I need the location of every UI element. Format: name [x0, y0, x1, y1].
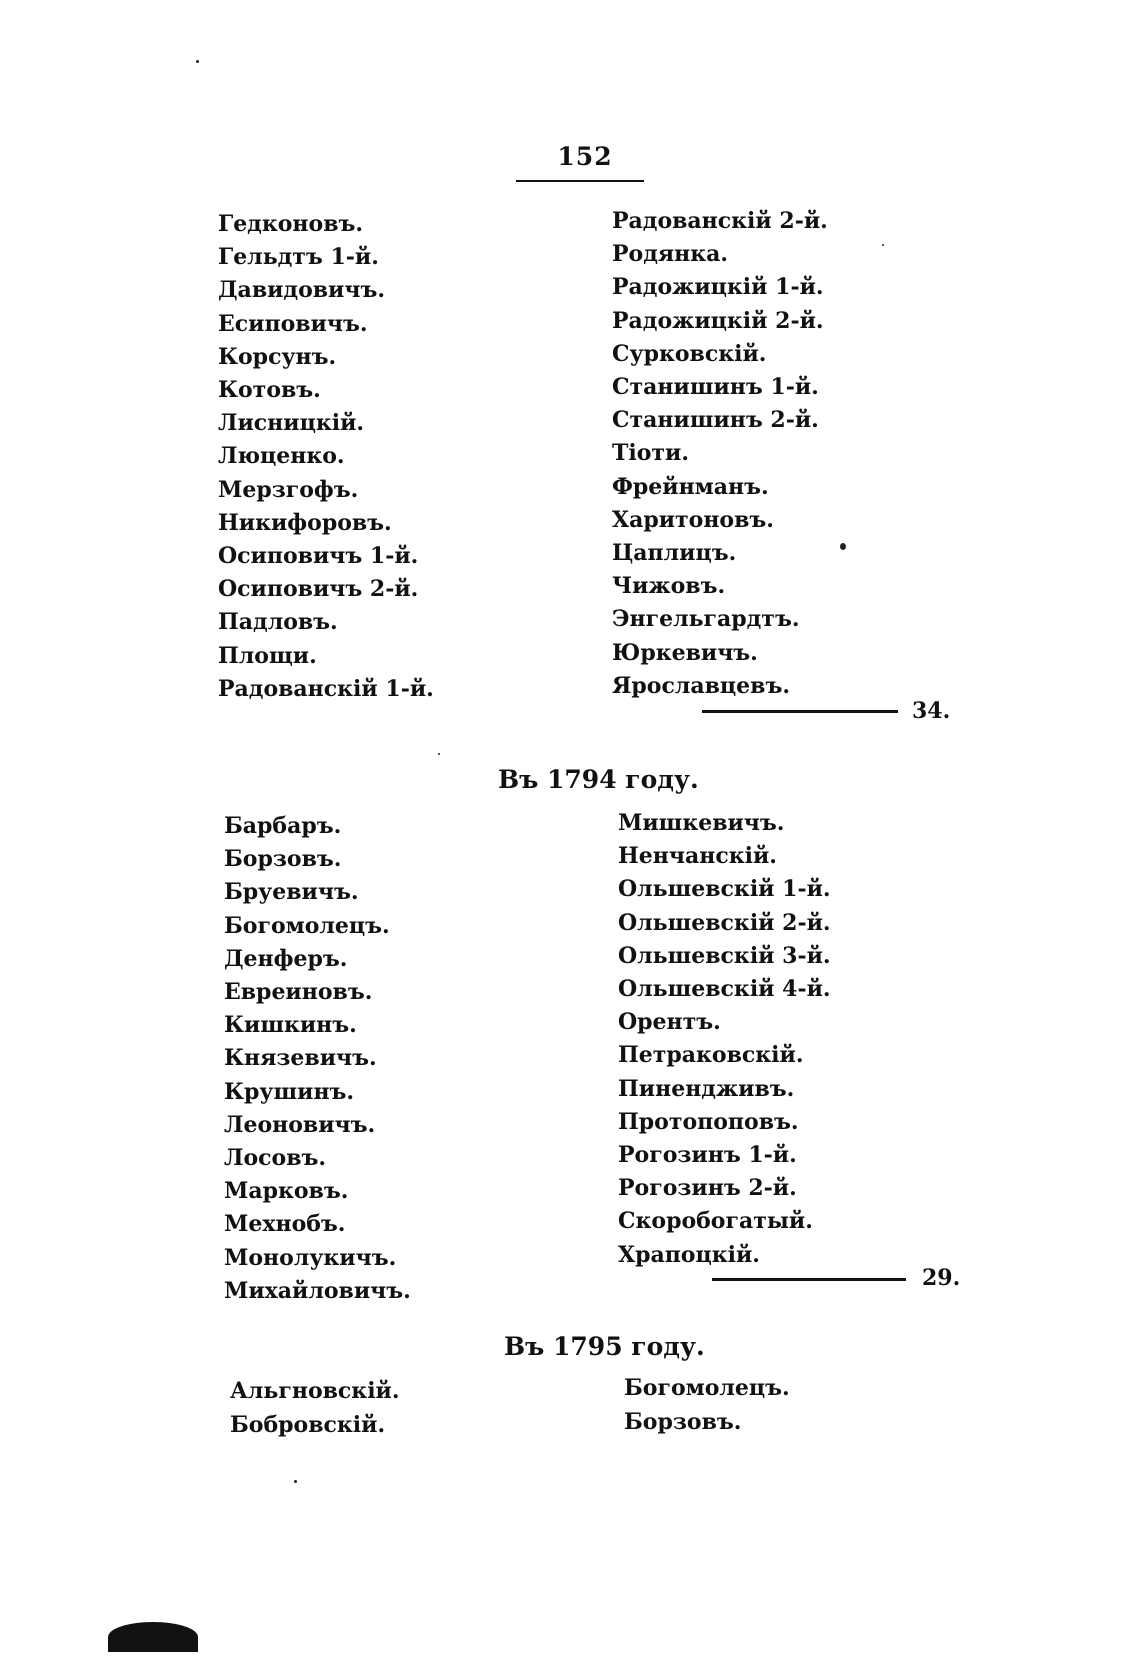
- list-1794-left: [224, 810, 411, 1308]
- list-item: Станишинъ 1-й.: [612, 374, 819, 401]
- list-item: Ольшевскій 4-й.: [618, 976, 831, 1003]
- list-item: Орентъ.: [618, 1009, 721, 1036]
- list-item: Ольшевскій 1-й.: [618, 876, 831, 903]
- total-rule-1794: [712, 1278, 906, 1281]
- heading-1794: Въ 1794 году.: [498, 765, 699, 794]
- list-item: Борзовъ.: [624, 1408, 742, 1435]
- list-item: Тіоти.: [612, 440, 690, 467]
- list-1794-right: [618, 807, 831, 1272]
- list-item: Мехнобъ.: [224, 1211, 346, 1238]
- list-item: Падловъ.: [218, 609, 338, 636]
- list-item: Есиповичъ.: [218, 310, 368, 337]
- list-item: Ярославцевъ.: [612, 672, 790, 699]
- page-number-rule: [516, 180, 644, 182]
- list-item: Гельдтъ 1-й.: [218, 244, 379, 271]
- list-item: Кишкинъ.: [224, 1012, 357, 1039]
- list-item: Радованскій 1-й.: [218, 675, 434, 702]
- total-1793: 34.: [912, 698, 951, 724]
- list-item: Борзовъ.: [224, 846, 342, 873]
- list-item: Рогозинъ 1-й.: [618, 1142, 797, 1169]
- list-item: Михайловичъ.: [224, 1277, 411, 1304]
- list-item: Евреиновъ.: [224, 979, 373, 1006]
- list-item: Юркевичъ.: [612, 639, 758, 666]
- ink-blot: [108, 1622, 198, 1652]
- list-item: Протопоповъ.: [618, 1108, 799, 1135]
- list-item: Князевичъ.: [224, 1045, 377, 1072]
- list-item: Котовъ.: [218, 377, 321, 404]
- list-1793-left: [218, 208, 434, 706]
- list-item: Бруевичъ.: [224, 879, 359, 906]
- list-item: Ольшевскій 3-й.: [618, 942, 831, 969]
- total-rule-1793: [702, 710, 898, 713]
- list-item: Ненчанскій.: [618, 843, 777, 870]
- list-item: Давидовичъ.: [218, 277, 385, 304]
- list-item: Богомолецъ.: [224, 912, 390, 939]
- list-item: Храпоцкій.: [618, 1241, 760, 1268]
- heading-1795: Въ 1795 году.: [504, 1332, 705, 1361]
- list-item: Денферъ.: [224, 945, 348, 972]
- list-item: Цаплицъ.: [612, 540, 737, 567]
- list-item: Люценко.: [218, 443, 345, 470]
- total-1794: 29.: [922, 1265, 961, 1291]
- list-item: Станишинъ 2-й.: [612, 407, 819, 434]
- list-item: Богомолецъ.: [624, 1375, 790, 1401]
- list-1795-left: [230, 1375, 400, 1442]
- list-item: Корсунъ.: [218, 343, 337, 370]
- list-item: Бобровскій.: [230, 1411, 386, 1438]
- list-item: Радожицкій 2-й.: [612, 307, 824, 334]
- list-item: Родянка.: [612, 241, 729, 268]
- list-item: Рогозинъ 2-й.: [618, 1175, 797, 1202]
- list-item: Осиповичъ 1-й.: [218, 543, 419, 570]
- page-number: 152: [557, 142, 613, 171]
- list-item: Гедконовъ.: [218, 211, 364, 237]
- ink-speck: [840, 543, 846, 550]
- ink-speck: [438, 753, 440, 755]
- list-item: Барбаръ.: [224, 813, 342, 839]
- list-item: Петраковскій.: [618, 1042, 804, 1069]
- ink-speck: [882, 244, 884, 246]
- list-item: Скоробогатый.: [618, 1208, 813, 1235]
- list-item: Пинендживъ.: [618, 1075, 795, 1102]
- list-item: Сурковскій.: [612, 340, 767, 367]
- list-item: Леоновичъ.: [224, 1111, 376, 1138]
- list-item: Мерзгофъ.: [218, 476, 359, 503]
- list-item: Лисницкій.: [218, 410, 365, 437]
- list-item: Радованскій 2-й.: [612, 208, 828, 234]
- list-item: Радожицкій 1-й.: [612, 274, 824, 301]
- list-item: Площи.: [218, 642, 317, 669]
- list-item: Ольшевскій 2-й.: [618, 909, 831, 936]
- list-item: Крушинъ.: [224, 1078, 355, 1105]
- list-item: Энгельгардтъ.: [612, 606, 800, 633]
- list-item: Фрейнманъ.: [612, 473, 769, 500]
- list-item: Мишкевичъ.: [618, 810, 785, 836]
- list-1793-right: [612, 205, 828, 703]
- list-item: Чижовъ.: [612, 573, 726, 600]
- list-item: Альгновскій.: [230, 1378, 400, 1404]
- ink-speck: [196, 60, 199, 63]
- list-item: Монолукичъ.: [224, 1244, 397, 1271]
- ink-speck: [294, 1480, 297, 1483]
- list-item: Никифоровъ.: [218, 509, 392, 536]
- list-item: Лосовъ.: [224, 1145, 327, 1172]
- list-1795-right: [624, 1372, 790, 1439]
- list-item: Осиповичъ 2-й.: [218, 576, 419, 603]
- list-item: Марковъ.: [224, 1178, 349, 1205]
- list-item: Харитоновъ.: [612, 506, 774, 533]
